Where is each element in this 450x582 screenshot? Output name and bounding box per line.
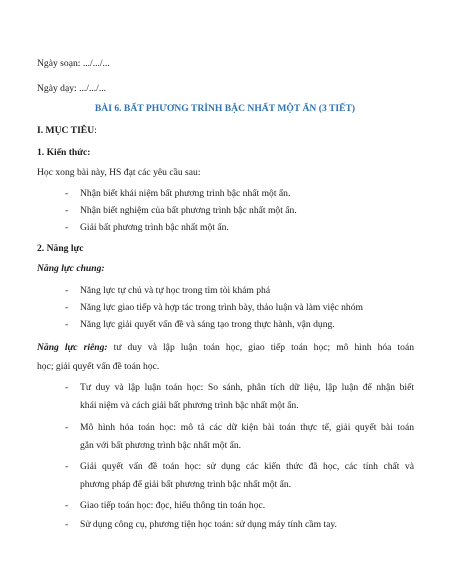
section-objectives-heading bbox=[37, 125, 97, 137]
specific-item-line2: khái niệm và cách giải bất phương trình bậc nhất một ẩn. bbox=[80, 400, 299, 411]
bullet-dash: - bbox=[65, 188, 69, 199]
specific-item-line2: gắn với bất phương trình bậc nhất một ẩn. bbox=[80, 440, 242, 451]
competence-heading: 2. Năng lực bbox=[37, 243, 84, 254]
bullet-dash: - bbox=[65, 319, 69, 330]
specific-item-line1: Tư duy và lập luận toán học: So sánh, phân tích dữ liệu, lập luận để nhận biết bbox=[80, 382, 414, 393]
specific-item-line1: Giao tiếp toán học: đọc, hiểu thông tin toán học. bbox=[80, 500, 266, 511]
specific-item-line1: Giải quyết vấn đề toán học: sử dụng các kiến thức đã học, các tính chất và bbox=[80, 461, 414, 472]
bullet-dash: - bbox=[65, 285, 69, 296]
knowledge-item: Nhận biết khái niệm bất phương trình bậc nhất một ẩn. bbox=[80, 188, 291, 199]
date-prepared: Ngày soạn: .../.../... bbox=[37, 58, 110, 69]
bullet-dash: - bbox=[65, 519, 69, 530]
specific-competence-paragraph bbox=[37, 342, 414, 354]
knowledge-item: Nhận biết nghiệm của bất phương trình bậc nhất một ẩn. bbox=[80, 205, 297, 216]
specific-item-line1: Mô hình hóa toán học: mô tả các dữ kiện bài toán thực tế, giải quyết bài toán bbox=[80, 422, 414, 433]
bullet-dash: - bbox=[65, 422, 69, 433]
general-competence-item: Năng lực tự chủ và tự học trong tìm tòi khám phá bbox=[80, 285, 271, 296]
section-objectives-colon: : bbox=[94, 125, 97, 136]
bullet-dash: - bbox=[65, 222, 69, 233]
knowledge-item: Giải bất phương trình bậc nhất một ẩn. bbox=[80, 222, 229, 233]
bullet-dash: - bbox=[65, 205, 69, 216]
general-competence-heading: Năng lực chung: bbox=[37, 263, 105, 274]
date-taught: Ngày dạy: .../.../... bbox=[37, 83, 107, 94]
specific-competence-label: Năng lực riêng: bbox=[37, 342, 108, 353]
bullet-dash: - bbox=[65, 461, 69, 472]
knowledge-intro: Học xong bài này, HS đạt các yêu cầu sau: bbox=[37, 167, 201, 178]
general-competence-item: Năng lực giao tiếp và hợp tác trong trình bày, thảo luận và làm việc nhóm bbox=[80, 302, 363, 313]
bullet-dash: - bbox=[65, 382, 69, 393]
specific-item-line1: Sử dụng công cụ, phương tiện học toán: sử dụng máy tính cầm tay. bbox=[80, 519, 337, 530]
knowledge-heading: 1. Kiến thức: bbox=[37, 147, 91, 158]
specific-competence-text-line2: học; giải quyết vấn đề toán học. bbox=[37, 361, 160, 372]
specific-item-line2: phương pháp để giải bất phương trình bậc nhất một ẩn. bbox=[80, 479, 292, 490]
lesson-title: BÀI 6. BẤT PHƯƠNG TRÌNH BẬC NHẤT MỘT ẨN (3 TIẾT) bbox=[94, 103, 356, 114]
bullet-dash: - bbox=[65, 500, 69, 511]
general-competence-item: Năng lực giải quyết vấn đề và sáng tạo trong thực hành, vận dụng. bbox=[80, 319, 335, 330]
specific-competence-text-line1: tư duy và lập luận toán học, giao tiếp toán học; mô hình hóa toán bbox=[107, 342, 414, 353]
section-objectives-label: I. MỤC TIÊU bbox=[37, 125, 95, 136]
bullet-dash: - bbox=[65, 302, 69, 313]
